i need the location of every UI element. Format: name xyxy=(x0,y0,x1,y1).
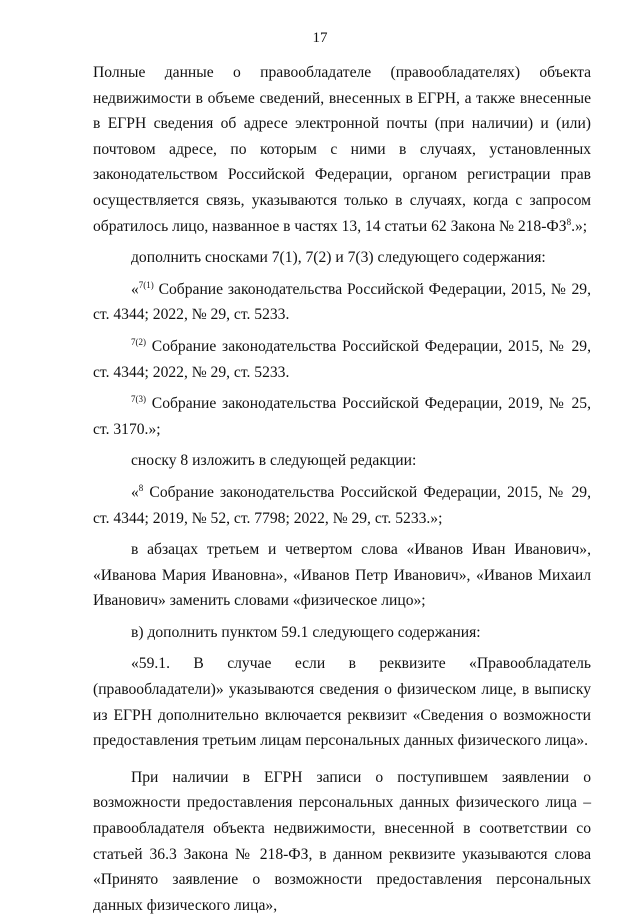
document-body xyxy=(93,60,591,918)
paragraph-text: в абзацах третьем и четвертом слова «Иванов Иван Иванович», «Иванова Мария Ивановна», «Иванов Петр Иванович», «Иванов Михаил Иванович» заменить словами «физическое лицо»; xyxy=(93,541,591,610)
footnote-7-1 xyxy=(93,277,591,328)
footnote-mark: 8 xyxy=(566,216,572,227)
paragraph-text: сноску 8 изложить в следующей редакции: xyxy=(131,452,417,470)
paragraph-text-end: .»; xyxy=(571,217,588,235)
footnote-text: Собрание законодательства Российской Федерации, 2015, № 29, ст. 4344; 2022, № 29, ст. 5233. xyxy=(93,280,591,324)
paragraph-text: дополнить сносками 7(1), 7(2) и 7(3) следующего содержания: xyxy=(131,249,546,267)
paragraph-text: «59.1. В случае если в реквизите «Правообладатель (правообладатели)» указываются сведения о физическом лице, в выписку из ЕГРН дополнительно включается реквизит «Сведения о возможности предоставления третьим лицам персональных данных физического лица». xyxy=(93,655,591,750)
paragraph-text: Полные данные о правообладателе (правообладателях) объекта недвижимости в объеме сведений, внесенных в ЕГРН, а также внесенные в ЕГРН сведения об адресе электронной почты (при наличии) и (или) почтовом адресе, по которым с ними в случаях, установленных законодательством Российской Федерации, органом регистрации прав осуществляется связь, указываются только в случаях, когда с запросом обратилось лицо, названное в частях 13, 14 статьи 62 Закона № 218-ФЗ xyxy=(93,64,591,235)
paragraph-egrn-record xyxy=(93,765,591,918)
footnote-mark: 7(1) xyxy=(138,279,154,290)
footnote-mark: 8 xyxy=(138,482,144,493)
quote-open: « xyxy=(131,280,139,298)
footnote-mark: 7(2) xyxy=(131,336,146,347)
paragraph-text: в) дополнить пунктом 59.1 следующего содержания: xyxy=(131,623,481,641)
footnote-text: Собрание законодательства Российской Федерации, 2015, № 29, ст. 4344; 2019, № 52, ст. 7798; 2022, № 29, ст. 5233.»; xyxy=(93,483,591,527)
paragraph-add-footnotes xyxy=(93,245,591,271)
paragraph-text: При наличии в ЕГРН записи о поступившем заявлении о возможности предоставления персональных данных физического лица – правообладателя объекта недвижимости, внесенной в соответствии со статьей 36.3 Закона № 218-ФЗ, в данном реквизите указываются слова «Принято заявление о возможности предоставления персональных данных физического лица», xyxy=(93,768,591,914)
paragraph-add-item-59-1 xyxy=(93,620,591,646)
paragraph-replace-names xyxy=(93,537,591,614)
paragraph-full-owner-data xyxy=(93,60,591,239)
quote-open: « xyxy=(131,483,139,501)
footnote-7-2 xyxy=(93,334,591,385)
footnote-8 xyxy=(93,480,591,531)
page-number: 17 xyxy=(312,30,328,46)
paragraph-footnote-8-edit xyxy=(93,448,591,474)
footnote-text: Собрание законодательства Российской Федерации, 2019, № 25, ст. 3170.»; xyxy=(93,395,591,438)
footnote-mark: 7(3) xyxy=(131,393,146,404)
footnote-7-3 xyxy=(93,391,591,442)
paragraph-item-59-1 xyxy=(93,651,591,753)
footnote-text: Собрание законодательства Российской Федерации, 2015, № 29, ст. 4344; 2022, № 29, ст. 5233. xyxy=(93,337,591,381)
